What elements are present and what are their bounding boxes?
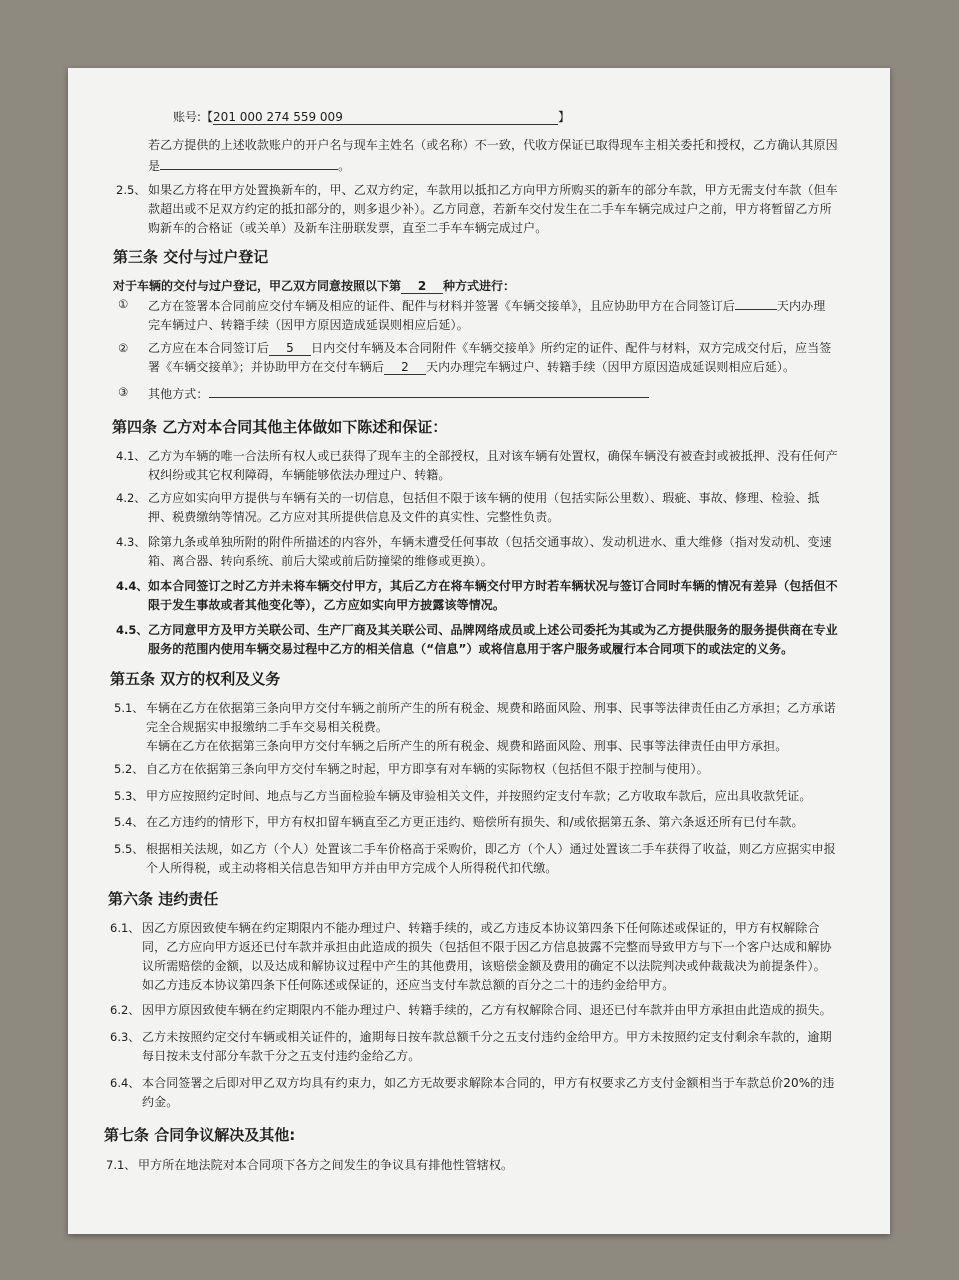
section-6-title: 第六条 违约责任 xyxy=(108,890,219,908)
account-line xyxy=(173,108,570,126)
clause-num-5-1: 5.1、 xyxy=(114,701,144,715)
clause-num-4-5: 4.5、 xyxy=(116,623,148,637)
section-4-title: 第四条 乙方对本合同其他主体做如下陈述和保证： xyxy=(112,418,448,436)
option-2: 乙方应在本合同签订后 5 日内交付车辆及本合同附件《车辆交接单》所约定的证件、配件与材料，双方完成交付后，应当签 署《车辆交接单》；并协助甲方在交付车辆后 2 天内办理完车辆过户、转籍手续（因甲方原因造成延误则相应后延）。 xyxy=(148,341,832,374)
clause-7-1: 甲方所在地法院对本合同项下各方之间发生的争议具有排他性管辖权。 xyxy=(138,1158,514,1172)
clause-num-6-2: 6.2、 xyxy=(110,1003,140,1017)
clause-num-5-3: 5.3、 xyxy=(114,789,144,803)
clause-num-6-4: 6.4、 xyxy=(110,1076,140,1090)
clause-6-1: 因乙方原因致使车辆在约定期限内不能办理过户、转籍手续的，或乙方违反本协议第四条下任何陈述或保证的，甲方有权解除合 同，乙方应向甲方返还已付车款并承担由此造成的损失（包括但不限于因乙方信息披露不完整而导致甲方与下一个客户达成和解协 议所需赔偿的金额，以及达成和解协议过程中产生的其他费用，该赔偿金额及费用的确定不以法院判决或仲裁裁决为前提条件）。 如乙方违反本协议第四条下任何陈述或保证的，还应当支付车款总额的百分之二十的违约金给甲方。 xyxy=(142,921,832,992)
section-3-title: 第三条 交付与过户登记 xyxy=(113,248,269,266)
clause-num-4-1: 4.1、 xyxy=(116,449,146,463)
clause-6-3: 乙方未按照约定交付车辆或相关证件的，逾期每日按车款总额千分之五支付违约金给甲方。甲方未按照约定支付剩余车款的，逾期 每日按未支付部分车款千分之五支付违约金给乙方。 xyxy=(142,1030,832,1063)
account-note: 若乙方提供的上述收款账户的开户名与现车主姓名（或名称）不一致，代收方保证已取得现车主相关委托和授权，乙方确认其原因 是 。 xyxy=(148,138,838,173)
clause-num-4-2: 4.2、 xyxy=(116,491,146,505)
clause-4-5: 乙方同意甲方及甲方关联公司、生产厂商及其关联公司、品牌网络成员或上述公司委托为其或为乙方提供服务的服务提供商在专业 服务的范围内使用车辆交易过程中乙方的相关信息（“信息”）或将信息用于客户服务或履行本合同项下的或法定的义务。 xyxy=(148,623,838,656)
clause-6-2: 因甲方原因致使车辆在约定期限内不能办理过户、转籍手续的，乙方有权解除合同、退还已付车款并由甲方承担由此造成的损失。 xyxy=(142,1003,832,1017)
clause-num-2-5: 2.5、 xyxy=(116,183,146,197)
account-label: 账号:【 xyxy=(173,110,214,124)
option-2-num: ② xyxy=(118,341,129,355)
clause-num-5-2: 5.2、 xyxy=(114,762,144,776)
section-5-title: 第五条 双方的权利及义务 xyxy=(110,670,281,688)
section-3-intro: 对于车辆的交付与过户登记，甲乙双方同意按照以下第 2 种方式进行： xyxy=(113,279,516,293)
contract-page xyxy=(68,68,890,1234)
option-3: 其他方式： xyxy=(148,383,649,404)
option-1: 乙方在签署本合同前应交付车辆及相应的证件、配件与材料并签署《车辆交接单》，且应协助甲方在合同签订后 天内办理 完车辆过户、转籍手续（因甲方原因造成延误则相应后延）。 xyxy=(148,295,883,335)
clause-num-7-1: 7.1、 xyxy=(106,1158,136,1172)
clause-num-6-1: 6.1、 xyxy=(110,921,140,935)
clause-5-5: 根据相关法规，如乙方（个人）处置该二手车价格高于采购价，即乙方（个人）通过处置该二手车获得了收益，则乙方应据实申报 个人所得税，或主动将相关信息告知甲方并由甲方完成个人所得税代扣代缴。 xyxy=(146,842,836,875)
section-7-title: 第七条 合同争议解决及其他: xyxy=(104,1126,296,1144)
clause-2-5: 如果乙方将在甲方处置换新车的，甲、乙双方约定，车款用以抵扣乙方向甲方所购买的新车的部分车款，甲方无需支付车款（但车 款超出或不足双方约定的抵扣部分的，则多退少补）。乙方同意，若新车交付发生在二手车车辆完成过户之前，甲方将暂留乙方所 购新车的合格证（或关单）及新车注册联发票，直至二手车车辆完成过户。 xyxy=(148,183,838,235)
account-close: 】 xyxy=(558,110,571,124)
clause-5-2: 自乙方在依据第三条向甲方交付车辆之时起，甲方即享有对车辆的实际物权（包括但不限于控制与使用）。 xyxy=(146,762,709,776)
clause-4-4: 如本合同签订之时乙方并未将车辆交付甲方，其后乙方在将车辆交付甲方时若车辆状况与签订合同时车辆的情况有差异（包括但不 限于发生事故或者其他变化等），乙方应如实向甲方披露该等情况。 xyxy=(148,579,838,612)
clause-num-6-3: 6.3、 xyxy=(110,1030,140,1044)
account-number: 201 000 274 559 009 xyxy=(213,110,558,125)
clause-num-4-3: 4.3、 xyxy=(116,535,146,549)
clause-4-1: 乙方为车辆的唯一合法所有权人或已获得了现车主的全部授权，且对该车辆有处置权，确保车辆没有被查封或被抵押、没有任何产 权纠纷或其它权利障碍，车辆能够依法办理过户、转籍。 xyxy=(148,449,838,482)
clause-4-2: 乙方应如实向甲方提供与车辆有关的一切信息，包括但不限于该车辆的使用（包括实际公里数）、瑕疵、事故、修理、检验、抵 押、税费缴纳等情况。乙方应对其所提供信息及文件的真实性、完整性负责。 xyxy=(148,491,820,524)
clause-5-3: 甲方应按照约定时间、地点与乙方当面检验车辆及审验相关文件，并按照约定支付车款；乙方收取车款后，应出具收款凭证。 xyxy=(146,789,812,803)
clause-num-4-4: 4.4、 xyxy=(116,579,148,593)
clause-4-3: 除第九条或单独所附的附件所描述的内容外，车辆未遭受任何事故（包括交通事故）、发动机进水、重大维修（指对发动机、变速 箱、离合器、转向系统、前后大梁或前后防撞梁的维修或更换）。 xyxy=(148,535,832,568)
option-1-num: ① xyxy=(118,297,129,311)
clause-num-5-5: 5.5、 xyxy=(114,842,144,856)
option-3-num: ③ xyxy=(118,385,129,399)
clause-5-4: 在乙方违约的情形下，甲方有权扣留车辆直至乙方更正违约、赔偿所有损失、和/或依据第五条、第六条返还所有已付车款。 xyxy=(146,815,804,829)
clause-num-5-4: 5.4、 xyxy=(114,815,144,829)
clause-6-4: 本合同签署之后即对甲乙双方均具有约束力，如乙方无故要求解除本合同的，甲方有权要求乙方支付金额相当于车款总价20%的违 约金。 xyxy=(142,1076,835,1109)
clause-5-1: 车辆在乙方在依据第三条向甲方交付车辆之前所产生的所有税金、规费和路面风险、刑事、民事等法律责任由乙方承担；乙方承诺 完全合规据实申报缴纳二手车交易相关税费。 车辆在乙方在依据第三条向甲方交付车辆之后所产生的所有税金、规费和路面风险、刑事、民事等法律责任由甲方承担。 xyxy=(146,701,836,753)
